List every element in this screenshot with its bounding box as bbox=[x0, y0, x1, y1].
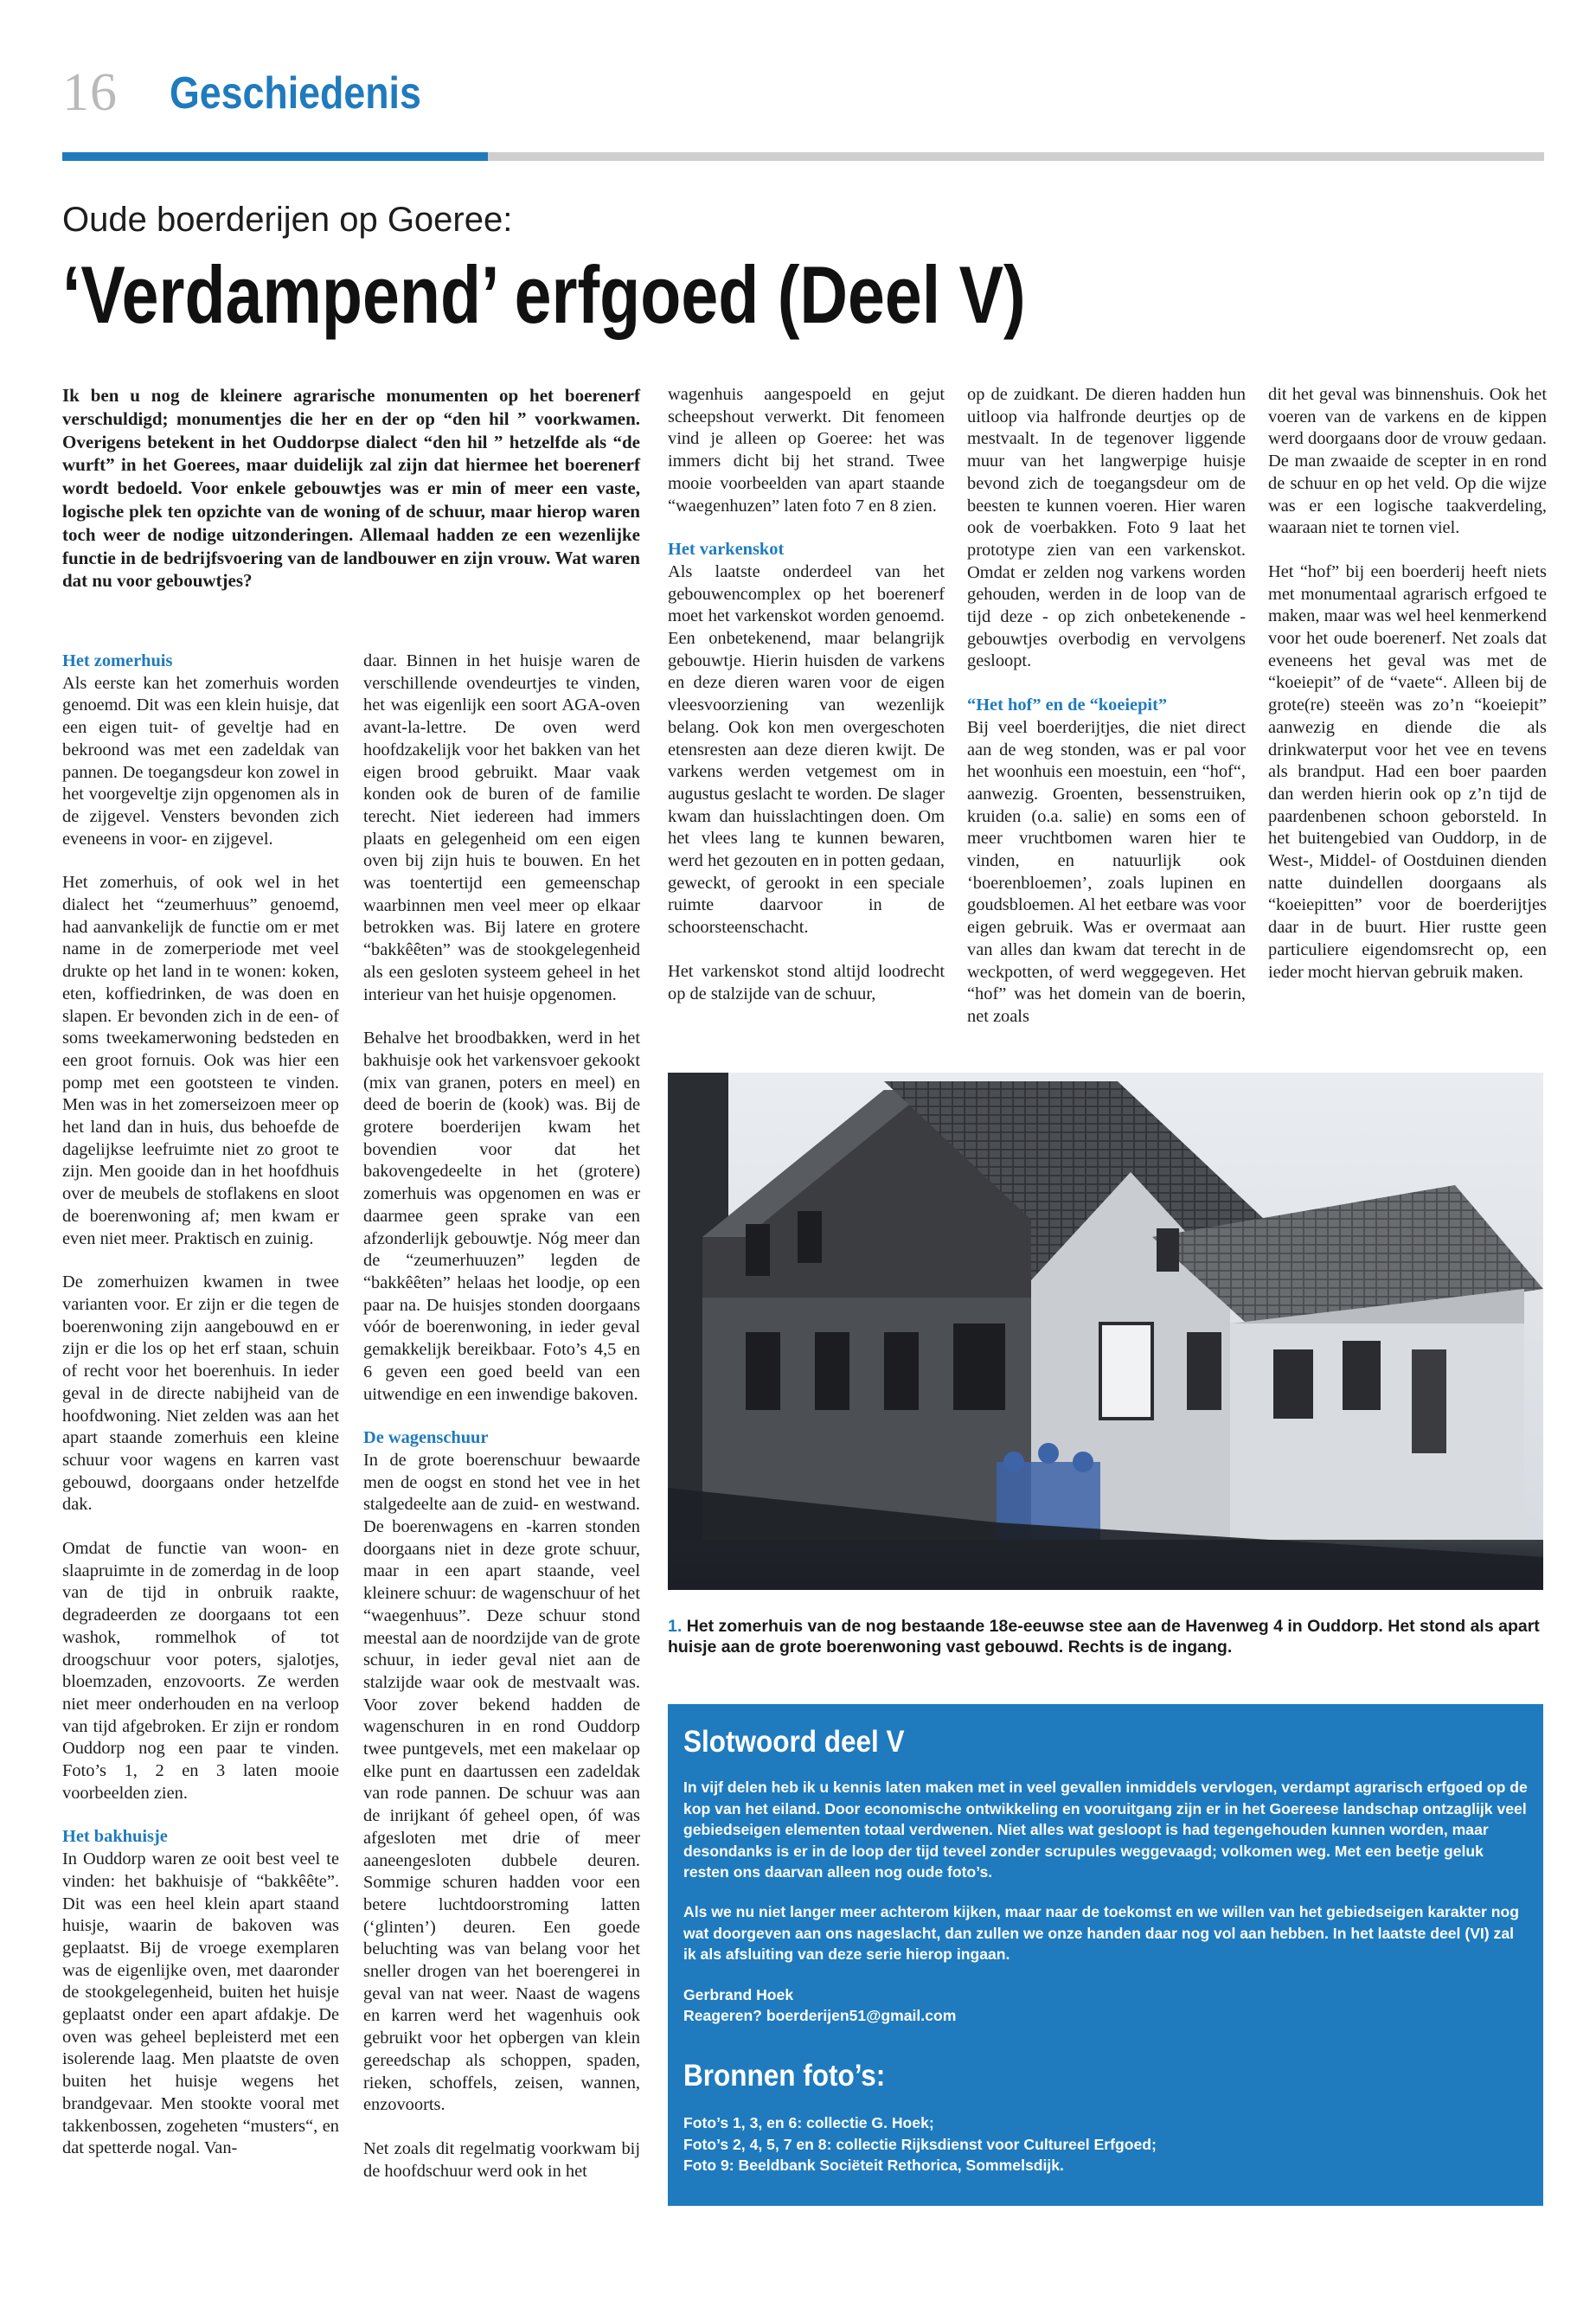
article-column-3 bbox=[668, 384, 945, 1027]
paragraph: In de grote boerenschuur bewaarde men de oogst en stond het vee in het stalgedeelte aan de zuid- en westwand. De boerenwagens en -karren stonden doorgaans niet in deze grote schuur, maar in een apart staande, veel kleinere schuur: de wagenschuur of het “waegenhuus”. Deze schuur stond meestal aan de noordzijde van de grote schuur, in ieder geval niet aan de stalzijde waar ook de mestvaalt was. Voor zover bekend hadden de wagenschuren in en rond Ouddorp twee puntgevels, met een makelaar op elke punt en daartussen een zadeldak van rode pannen. De schuur was aan de inrijkant óf geheel open, óf was afgesloten met drie of meer aaneengesloten dubbele deuren. Sommige schuren hadden voor een betere luchtdoorstroming latten (‘glinten’) deuren. Een goede beluchting was van belang voor het sneller drogen van het boerengerei in geval van nat weer. Naast de wagens en karren werd het wagenhuis ook gebruikt voor het opbergen van klein gereedschap als schoppen, spaden, rieken, schoffels, zeisen, wannen, enzovoorts. bbox=[363, 1450, 640, 2115]
photo-caption bbox=[668, 1616, 1543, 1657]
paragraph: op de zuidkant. De dieren hadden hun uitloop via halfronde deurtjes op de mestvaalt. In de tegenover liggende muur van het langwerpige huisje bevond zich de toegangsdeur om de beesten te kunnen voeren. Hier waren ook de voerbakken. Foto 9 laat het prototype zien van een varkenskot. Omdat er zelden nog varkens worden gehouden, werden in de loop van de tijd deze - op zich onbetekenende - gebouwtjes overbodig en vervolgens gesloopt. bbox=[967, 385, 1246, 671]
article-kicker: Oude boerderijen op Goeree: bbox=[62, 201, 513, 239]
slotwoord-paragraph: In vijf delen heb ik u kennis laten maken met in veel gevallen inmiddels vervlogen, verdampt agrarisch erfgoed op de kop van het eiland. Door economische ontwikkeling en vooruitgang zijn er in het Goereese landschap ontzaglijk veel gebiedseigen elementen totaal verdwenen. Niet alles wat gesloopt is had tegengehouden kunnen worden, maar desondanks is er in de loop der tijd teveel zonder scrupules weggevaagd; volkomen weg. Met een beetje geluk resten ons daarvan alleen nog oude foto’s. bbox=[683, 1779, 1528, 1881]
slotwoord-title: Slotwoord deel V bbox=[683, 1725, 905, 1759]
paragraph: Omdat de functie van woon- en slaapruimte in de zomerdag in de loop van de tijd in onbruik raakte, degradeerden ze doorgaans tot een washok, rommelhok of tot droogschuur voor poters, sjalotjes, bloemzaden, enzovoorts. Ze werden niet meer onderhouden en na verloop van tijd afgebroken. Er zijn er rondom Ouddorp nog een paar te vinden. Foto’s 1, 2 en 3 laten mooie voorbeelden zien. bbox=[62, 1539, 339, 1803]
paragraph: De zomerhuizen kwamen in twee varianten voor. Er zijn er die tegen de boerenwoning zijn aangebouwd en er zijn er die los op het erf staan, schuin of recht voor het boerenhuis. In ieder geval in de directe nabijheid van de hoofdwoning. Niet zelden was aan het apart staande zomerhuis een kleine schuur voor wagens en karren vast gebouwd, doorgaans onder hetzelfde dak. bbox=[62, 1272, 339, 1515]
paragraph: Het varkenskot stond altijd loodrecht op de stalzijde van de schuur, bbox=[668, 961, 945, 1003]
slotwoord-box bbox=[668, 1704, 1543, 2206]
subheading-zomerhuis: Het zomerhuis bbox=[62, 651, 173, 670]
subheading-hof-koeiepit: “Het hof” en de “koeiepit” bbox=[967, 695, 1168, 715]
farmhouse-photo bbox=[668, 1073, 1543, 1590]
paragraph: Behalve het broodbakken, werd in het bakhuisje ook het varkensvoer gekookt (mix van granen, poters en meel) en deed de boerin de (kook) was. Bij de grotere boerderijen kwam het bovendien voor dat het bakovengedeelte in het (grotere) zomerhuis was opgenomen en was er daarmee geen sprake van een afzonderlijk gebouwtje. Nóg meer dan de “zeumerhuuzen” legden de “bakkêêten” helaas het loodje, op een paar na. De huisjes stonden doorgaans vóór de boerenwoning, in ieder geval gemakkelijk bereikbaar. Foto’s 4,5 en 6 geven een goed beeld van een uitwendige en een inwendige bakoven. bbox=[363, 1029, 640, 1404]
paragraph: Het “hof” bij een boerderij heeft niets met monumentaal agrarisch erfgoed te maken, maar was wel heel kenmerkend voor het oude boerenerf. Net zoals dat eveneens het geval was met de “koeiepit” of de “vaete“. Alleen bij de grote(re) steeën was zo’n “koeiepit” aanwezig en diende die als drinkwaterput voor het vee en tevens als brandput. Had een boer paarden dan werden hierin ook op z’n tijd de paardenbenen schoon geborsteld. In het buitengebied van Ouddorp, in de West-, Middel- of Oostduinen dienden natte duindellen doorgaans als “koeiepitten” voor de boerderijtjes daar in de buurt. Hier rustte geen particuliere eigendomsrecht op, een ieder mocht hiervan gebruik maken. bbox=[1268, 561, 1547, 982]
paragraph: Het zomerhuis, of ook wel in het dialect het “zeumerhuus” genoemd, had aanvankelijk de functie om er met name in de zomerperiode met veel drukte op het land in te wonen: koken, eten, koffiedrinken, de was doen en slapen. Er bevonden zich in de een- of soms tweekamerwoning bedsteden en een groot fornuis. Ook was hier een pomp met een gootsteen te vinden. Men was in het zomerseizoen meer op het land dan in huis, dus behoefde de dagelijkse leefruimte niet zo groot te zijn. Men gooide dan in het hoofdhuis over de meubels de stoflakens en sloot de boerenwoning af; men kwam er even niet meer. Praktisch en zuinig. bbox=[62, 873, 339, 1248]
article-headline: ‘Verdampend’ erfgoed (Deel V) bbox=[62, 249, 1026, 340]
article-column-5 bbox=[1268, 384, 1547, 1005]
header-rule bbox=[488, 152, 1544, 161]
caption-text: Het zomerhuis van de nog bestaande 18e-eeuwse stee aan de Havenweg 4 in Ouddorp. Het stond als apart huisje aan de grote boerenwoning vast gebouwd. Rechts is de ingang. bbox=[668, 1617, 1540, 1657]
author-name: Gerbrand Hoek bbox=[683, 1986, 794, 2003]
paragraph: In Ouddorp waren ze ooit best veel te vinden: het bakhuisje of “bakkêête”. Dit was een heel klein apart staand huisje, waarin de bakoven was geplaatst. Bij de vroege exemplaren was de eigenlijke oven, met daaronder de stookgelegenheid, buiten het huisje geplaatst onder een apart afdakje. De oven was geheel bepleisterd met een isolerende laag. Men plaatste de oven buiten het huisje wegens het brandgevaar. Men stookte vooral met takkenbossen, zogeheten “musters“, en dat spetterde nogal. Van- bbox=[62, 1849, 339, 2158]
paragraph: Net zoals dit regelmatig voorkwam bij de hoofdschuur werd ook in het bbox=[363, 2139, 640, 2181]
header-rule-accent bbox=[62, 152, 488, 161]
paragraph: daar. Binnen in het huisje waren de verschillende ovendeurtjes te vinden, het was eigenlijk een soort AGA-oven avant-la-lettre. De oven werd hoofdzakelijk voor het bakken van het eigen brood gebruikt. Maar vaak konden ook de buren of de familie terecht. Niet iedereen had immers plaats en gelegenheid om een eigen oven bij zijn huis te bouwen. En het was toentertijd een gemeenschap waarbinnen men veel meer op elkaar betrokken was. Bij latere en grotere “bakkêêten” was de stookgelegenheid als een gesloten systeem geheel in het interieur van het huisje opgenomen. bbox=[363, 651, 640, 1004]
article-column-1 bbox=[62, 651, 339, 2182]
subheading-wagenschuur: De wagenschuur bbox=[363, 1428, 489, 1448]
caption-number: 1. bbox=[668, 1617, 683, 1636]
author-contact: Reageren? boerderijen51@gmail.com bbox=[683, 2007, 957, 2024]
paragraph: Als eerste kan het zomerhuis worden genoemd. Dit was een klein huisje, dat een eigen tuit- of geveltje had en bekroond was met een zadeldak van pannen. De toegangsdeur kon zowel in het voorgeveltje zijn opgenomen als in de zijgevel. Vensters bevonden zich eveneens in voor- en zijgevel. bbox=[62, 673, 339, 849]
paragraph: Als laatste onderdeel van het gebouwencomplex op het boerenerf moet het varkenskot worden genoemd. Een onbetekenend, maar belangrijk gebouwtje. Hierin huisden de varkens en deze dieren waren voor de eigen vleesvoorziening van wezenlijk belang. Ook kon men overgeschoten etensresten aan deze dieren kwijt. De varkens werden vetgemest om in augustus geslacht te worden. De slager kwam dan huisslachtingen doen. Om het vlees lang te kunnen bewaren, werd het gezouten en in potten gedaan, geweckt, of gerookt in een speciale ruimte daarvoor in de schoorsteenschacht. bbox=[668, 561, 945, 938]
source-item: Foto’s 2, 4, 5, 7 en 8: collectie Rijksdienst voor Cultureel Erfgoed; bbox=[683, 2135, 1157, 2153]
slotwoord-paragraph: Als we nu niet langer meer achterom kijken, maar naar de toekomst en we willen van het gebiedseigen karakter nog wat doorgeven aan ons nageslacht, dan zullen we onze handen daar nog vol aan hebben. In het laatste deel (VI) zal ik als afsluiting van deze serie hierop ingaan. bbox=[683, 1903, 1520, 1963]
article-column-2 bbox=[363, 651, 640, 2204]
paragraph: Bij veel boerderijtjes, die niet direct aan de weg stonden, was er pal voor het woonhuis een moestuin, een “hof“, aanwezig. Groenten, bessenstruiken, kruiden (o.a. salie) en soms een of meer vruchtbomen waren hier te vinden, en natuurlijk ook ‘boerenbloemen’, zoals lupinen en goudsbloemen. Al het eetbare was voor eigen gebruik. Was er overmaat aan van alles dan kwam dat terecht in de weckpotten, of werd weggegeven. Het “hof” was het domein van de boerin, net zoals bbox=[967, 717, 1246, 1026]
sources-list bbox=[683, 2112, 1528, 2176]
page-number: 16 bbox=[62, 63, 118, 122]
section-title: Geschiedenis bbox=[170, 68, 421, 119]
article-column-4 bbox=[967, 384, 1246, 1050]
paragraph: wagenhuis aangespoeld en gejut scheepshout verwerkt. Dit fenomeen vind je alleen op Goeree: het was immers dicht bij het strand. Twee mooie voorbeelden van apart staande “waegenhuzen” laten foto 7 en 8 zien. bbox=[668, 385, 945, 516]
source-item: Foto’s 1, 3, en 6: collectie G. Hoek; bbox=[683, 2114, 934, 2131]
sources-title: Bronnen foto’s: bbox=[683, 2059, 886, 2093]
source-item: Foto 9: Beeldbank Sociëteit Rethorica, Sommelsdijk. bbox=[683, 2157, 1064, 2174]
paragraph: dit het geval was binnenshuis. Ook het voeren van de varkens en de kippen werd doorgaans door de vrouw gedaan. De man zwaaide de scepter in en rond de schuur en op het veld. Op die wijze was er een logische taakverdeling, waaraan niet te tornen viel. bbox=[1268, 385, 1547, 538]
subheading-bakhuisje: Het bakhuisje bbox=[62, 1827, 168, 1847]
subheading-varkenskot: Het varkenskot bbox=[668, 540, 785, 560]
article-intro: Ik ben u nog de kleinere agrarische monumenten op het boerenerf verschuldigd; monumentjes die her en der op “den hil ” voorkwamen. Overigens betekent in het Ouddorpse dialect “den hil ” hetzelfde als “de wurft” in het Goerees, maar duidelijk zal zijn dat hiermee het boerenerf wordt bedoeld. Voor enkele gebouwtjes was er min of meer een vaste, logische plek ten opzichte van de woning of de schuur, maar hierop waren toch weer de nodige uitzonderingen. Allemaal hadden ze een wezenlijke functie in de bedrijfsvoering van de landbouwer en zijn vrouw. Wat waren dat nu voor gebouwtjes? bbox=[62, 385, 640, 592]
